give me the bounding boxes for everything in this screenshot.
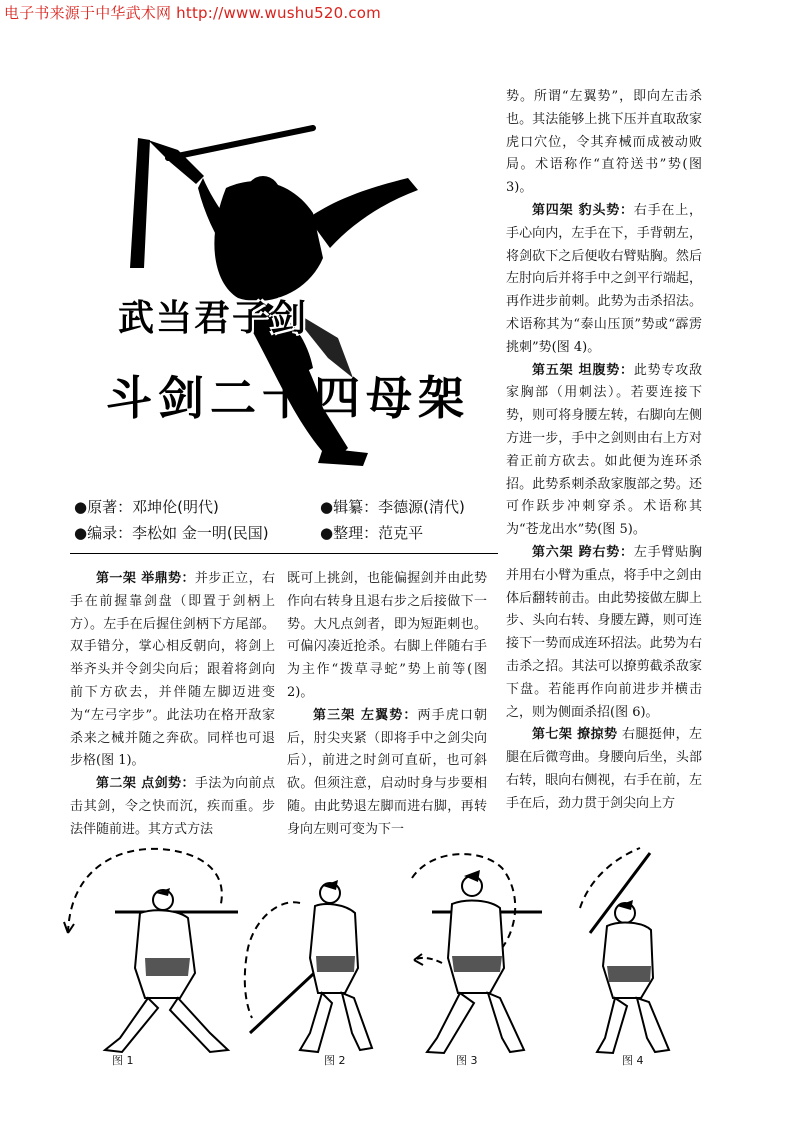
paragraph	[506, 86, 702, 200]
paragraph-text: 手法为向前点击其剑，令之快而沉，疾而重。步法伴随前进。其方式方法	[70, 776, 275, 837]
figure-3-illustration	[392, 838, 552, 1068]
credit-original: ●原著：邓坤伦(明代)	[74, 498, 219, 516]
credit-compiled: ●辑纂：李德源(清代)	[320, 498, 465, 516]
section-heading: 第一架 举鼎势：	[96, 571, 195, 586]
paragraph	[506, 200, 702, 360]
paragraph	[287, 705, 487, 842]
paragraph	[506, 542, 702, 724]
source-watermark: 电子书来源于中华武术网 http://www.wushu520.com	[4, 4, 381, 22]
paragraph	[70, 773, 275, 841]
paragraph-text: 右腿挺伸，左腿在后微弯曲。身腰向后坐，头部右转，眼向右侧视，右手在前，左手在后，劲力贯于剑尖向上方	[506, 727, 702, 811]
article-column-2	[287, 568, 487, 842]
credit-arranged: ●整理：范克平	[320, 524, 424, 542]
paragraph-text: 既可上挑剑，也能偏握剑并由此势作向右转身且退右步之后接做下一势。大凡点剑者，即为短距刺也。可偏闪凑近抢杀。右脚上伴随右手为主作“拨草寻蛇”势上前等(图 2)。	[287, 571, 487, 700]
paragraph-text: 此势专攻敌家胸部（用刺法）。若要连接下势，则可将身腰左转，右脚向左侧方进一步，手中之剑则由右上方对着正前方砍去。如此便为连环杀招。此势系刺杀敌家腹部之势。还可作跃步冲刺穿杀。术语称其为“苍龙出水”势(图 5)。	[506, 362, 702, 538]
figure-1-caption: 图 1	[112, 1054, 134, 1067]
figure-2-caption: 图 2	[324, 1054, 346, 1067]
credit-edited: ●编录：李松如 金一明(民国)	[74, 524, 269, 542]
section-heading: 第四架 豹头势：	[532, 202, 634, 218]
figure-3-caption: 图 3	[456, 1054, 478, 1067]
figure-4-caption: 图 4	[622, 1054, 644, 1067]
section-heading: 第七架 撩掠势	[532, 727, 618, 743]
figure-1-illustration	[60, 838, 240, 1068]
section-heading: 第五架 坦腹势：	[532, 362, 634, 378]
figure-2-illustration	[230, 838, 380, 1068]
article-column-3	[506, 86, 702, 816]
section-heading: 第六架 跨右势：	[532, 544, 634, 560]
paragraph-text: 左手臂贴胸并用右小臂为重点，将手中之剑由体后翻转前击。由此势接做左脚上步、头向右转、身腰左蹲，则可连接下一势而成连环招法。此势为右击杀之招。其法可以撩剪截杀敌家下盘。若能再作向前进步并横击之，则为侧面杀招(图 6)。	[506, 544, 702, 720]
paragraph-text: 并步正立，右手在前握靠剑盘（即置于剑柄上方）。左手在后握住剑柄下方尾部。双手错分，掌心相反朝向，将剑上举齐头并令剑尖向后；跟着将剑向前下方砍去，并伴随左脚迈进变为“左弓字步”。此法功在格开敌家杀来之械并随之奔砍。同样也可退步格(图 1)。	[70, 571, 275, 769]
paragraph	[506, 360, 702, 542]
section-heading: 第二架 点剑势：	[96, 776, 195, 792]
credits-divider	[70, 553, 498, 554]
article-title: 武当君子剑	[118, 298, 309, 339]
paragraph-text: 两手虎口朝后，肘尖夹紧（即将手中之剑尖向后），前进之时剑可直斫，也可斜砍。但须注意，启动时身与步要相随。由此势退左脚而进右脚，再转身向左则可变为下一	[287, 707, 487, 837]
article-subtitle: 斗剑二十四母架	[106, 371, 470, 425]
paragraph-text: 势。所谓“左翼势”，即向左击杀也。其法能够上挑下压并直取敌家虎口穴位，令其弃械而成被动败局。术语称作“直符送书”势(图 3)。	[506, 89, 702, 196]
paragraph-text: 右手在上，手心向内，左手在下，手背朝左，将剑砍下之后便收右臂贴胸。然后左肘向后并将手中之剑平行端起，再作进步前刺。此势为击杀招法。术语称其为“泰山压顶”势或“霹雳挑刺”势(图 4)。	[506, 202, 702, 355]
paragraph	[70, 568, 275, 773]
figure-4-illustration	[555, 838, 705, 1068]
section-heading: 第三架 左翼势：	[313, 707, 418, 723]
paragraph	[506, 724, 702, 815]
article-column-1	[70, 568, 275, 842]
paragraph	[287, 568, 487, 705]
